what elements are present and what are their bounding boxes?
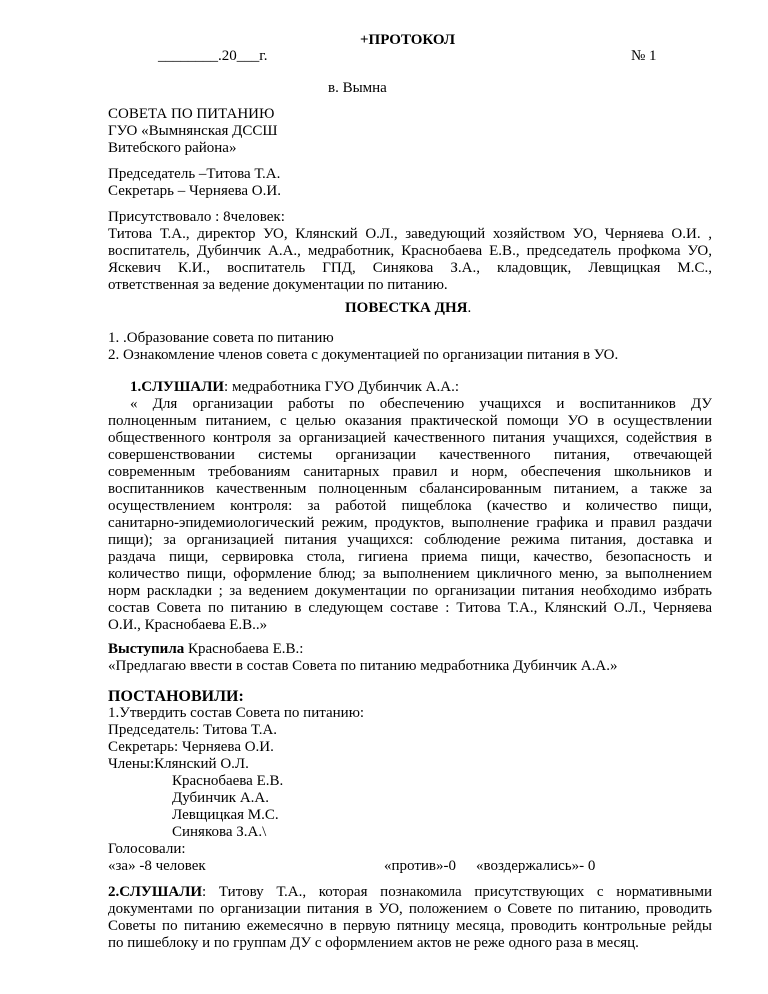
place: в. Вымна <box>328 80 387 96</box>
heard-2-block <box>108 884 712 952</box>
agenda-heading-text: ПОВЕСТКА ДНЯ <box>345 300 468 316</box>
heard-1-line: совершенствовании системы организации качественного питания, отвечающей <box>108 447 712 463</box>
heard-2-line: по пишеблоку и по группам ДУ с оформлением актов не реже одного раза в месяц. <box>108 935 639 951</box>
heard-2-line: документами по организации питания в УО, положением о Совете по питанию, проводить <box>108 901 712 917</box>
heard-1-line: современным требованиям санитарных правил и норм, обеспечения школьников и <box>108 464 712 480</box>
resolved-chair: Председатель: Титова Т.А. <box>108 722 278 738</box>
heard-1-line: количество пищи, оформление блюд; за выполнением цикличного меню, за выполнением <box>108 566 712 582</box>
org-line: Витебского района» <box>108 140 237 156</box>
resolved-member: Краснобаева Е.В. <box>172 773 284 789</box>
resolved-member: Левщицкая М.С. <box>172 807 279 823</box>
attendance-line: Титова Т.А., директор УО, Клянский О.Л., заведующий хозяйством УО, Черняева О.И. , <box>108 226 712 242</box>
protocol-number: № 1 <box>631 48 657 64</box>
agenda-heading-dot: . <box>467 300 472 316</box>
resolved-members-label: Члены:Клянский О.Л. <box>108 756 249 772</box>
attendance-line: Яскевич К.И., воспитатель ГПД, Синякова З.А., кладовщик, Левщицкая М.С., <box>108 260 712 276</box>
heard-1-speaker: : медработника ГУО Дубинчик А.А.: <box>224 379 460 395</box>
heard-1-line: О.И., Краснобаева Е.В..» <box>108 617 268 633</box>
heard-1-line: осуществлением контроля: за работой пищеблока (качество и количество пищи, <box>108 498 712 514</box>
resolved-block <box>108 688 712 875</box>
resolved-item: 1.Утвердить состав Совета по питанию: <box>108 705 365 721</box>
vote-abstained: «воздержались»- 0 <box>476 858 596 874</box>
agenda-heading <box>345 300 471 317</box>
officers-block <box>108 166 712 200</box>
heard-2-line <box>108 884 712 901</box>
heard-1-label: 1.СЛУШАЛИ <box>130 379 225 395</box>
heard-1-line: полноценным питанием, с целью оказания практической помощи УО в осуществлении <box>108 413 712 429</box>
organization-block <box>108 106 712 157</box>
spoke-quote: «Предлагаю ввести в состав Совета по питанию медработника Дубинчик А.А.» <box>108 658 618 674</box>
attendance-line: воспитатель, Дубинчик А.А., медработник, Краснобаева Е.В., председатель профкома УО, <box>108 243 712 259</box>
resolved-secretary: Секретарь: Черняева О.И. <box>108 739 274 755</box>
spoke-block <box>108 641 712 675</box>
attendance-block <box>108 209 712 294</box>
secretary-line: Секретарь – Черняева О.И. <box>108 183 281 199</box>
vote-results <box>108 858 712 875</box>
document-title: +ПРОТОКОЛ <box>360 32 456 48</box>
resolved-member: Синякова З.А.\ <box>172 824 267 840</box>
org-line: ГУО «Вымнянская ДССШ <box>108 123 278 139</box>
heard-1-line: воспитанников качественным полноценным сбалансированным питанием, а также за <box>108 481 712 497</box>
heard-1-block <box>108 379 712 634</box>
agenda-item: 2. Ознакомление членов совета с документацией по организации питания в УО. <box>108 347 619 363</box>
attendance-line: ответственная за ведение документации по питанию. <box>108 277 448 293</box>
attendance-heading: Присутствовало : 8человек: <box>108 209 285 225</box>
heard-1-line: санитарно-эпидемиологический режим, продуктов, выполнение графика и правил раздачи <box>108 515 712 531</box>
agenda-list <box>108 330 712 364</box>
resolved-member: Дубинчик А.А. <box>172 790 269 806</box>
heard-2-first-line: : Титову Т.А., которая познакомила присутствующих с нормативными <box>202 884 712 900</box>
heard-2-line: Советы по питанию ежемесячно в первую пятницу месяца, проводить контрольные рейды <box>108 918 712 934</box>
heard-1-intro <box>108 379 712 396</box>
heard-1-line: состав Совета по питанию в следующем составе : Титова Т.А., Клянский О.Л., Черняева <box>108 600 712 616</box>
heard-2-label: 2.СЛУШАЛИ <box>108 884 203 900</box>
heard-1-line: « Для организации работы по обеспечению учащихся и воспитанников ДУ <box>130 396 712 412</box>
spoke-label: Выступила <box>108 641 185 657</box>
date-field: ________.20___г. <box>158 48 268 64</box>
resolved-heading: ПОСТАНОВИЛИ: <box>108 688 244 705</box>
voted-label: Голосовали: <box>108 841 186 857</box>
heard-1-line: раздача пищи, сервировка стола, гигиена приема пищи, качество, безопасность и <box>108 549 712 565</box>
heard-1-line: пищи); за организацией питания учащихся: соблюдение режима питания, доставка и <box>108 532 712 548</box>
org-line: СОВЕТА ПО ПИТАНИЮ <box>108 106 275 122</box>
agenda-item: 1. .Образование совета по питанию <box>108 330 334 346</box>
heard-1-line: общественного контроля за организацией качественного питания учащихся, содействия в <box>108 430 712 446</box>
chair-line: Председатель –Титова Т.А. <box>108 166 281 182</box>
vote-against: «против»-0 <box>384 858 456 874</box>
spoke-name: Краснобаева Е.В.: <box>184 641 304 657</box>
vote-for: «за» -8 человек <box>108 858 206 874</box>
heard-1-line: норм раскладки ; за ведением документации по организации питания необходимо избрать <box>108 583 712 599</box>
spoke-speaker <box>108 641 712 658</box>
